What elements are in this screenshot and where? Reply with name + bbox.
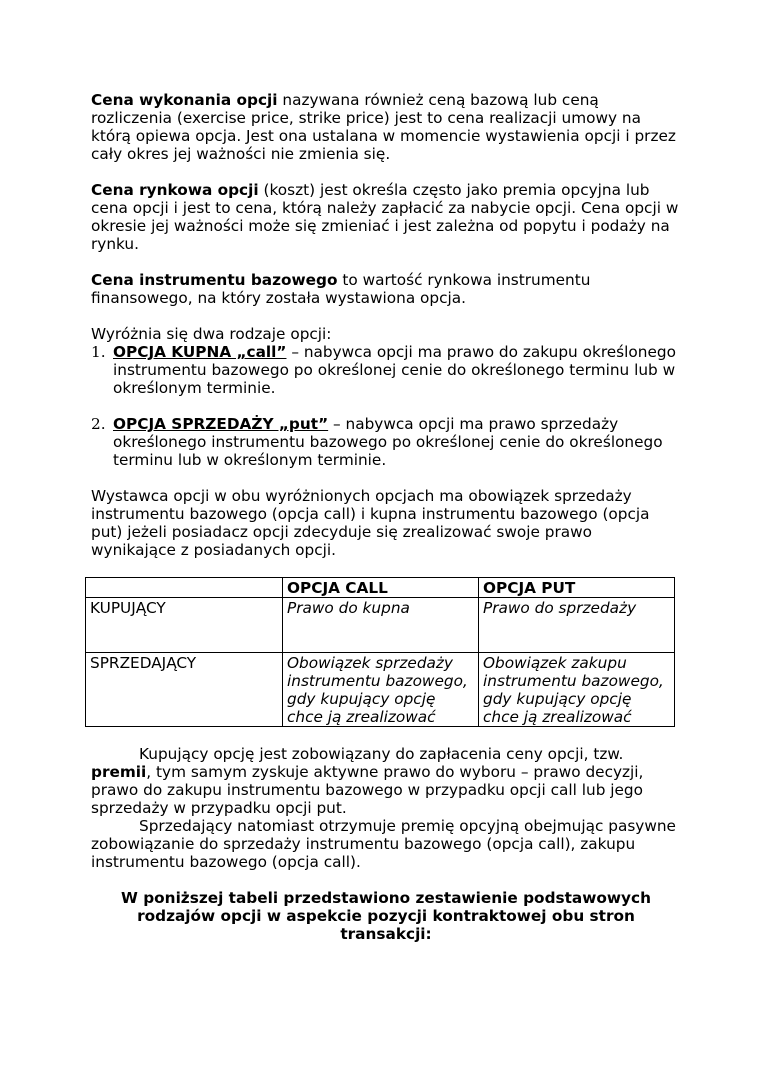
table-cell-seller-call: Obowiązek sprzedaży instrumentu bazowego, gdy kupujący opcję chce ją zrealizować [283,653,479,727]
list-item-put [91,415,681,469]
table-cell-seller-label: SPRZEDAJĄCY [86,653,283,727]
list-item-call [91,343,681,397]
definition-market-price: (koszt) jest określa często jako premia opcyjna lub cena opcji i jest to cena, którą należy zapłacić za nabycie opcji. Cena opcji w okresie jej ważności może się zmieniać i jest zależna od popytu i podaży na rynku. [91,181,679,253]
buyer-text-end: , tym samym zyskuje aktywne prawo do wyboru – prawo decyzji, prawo do zakupu instrumentu bazowego w przypadku opcji call lub jego sprzedaży w przypadku opcji put. [91,763,644,817]
document-body [91,91,681,943]
buyer-text-start: Kupujący opcję jest zobowiązany do zapłacenia ceny opcji, tzw. [139,745,624,763]
options-table [85,577,675,727]
option-types-list [91,343,681,469]
term-put-option: OPCJA SPRZEDAŻY „put” [113,415,329,433]
table-cell-seller-put: Obowiązek zakupu instrumentu bazowego, gdy kupujący opcję chce ją zrealizować [479,653,675,727]
list-intro: Wyróżnia się dwa rodzaje opcji: [91,325,332,343]
closing-heading: W poniższej tabeli przedstawiono zestawienie podstawowych rodzajów opcji w aspekcie pozycji kontraktowej obu stron transakcji: [121,889,651,943]
table-cell-buyer-label: KUPUJĄCY [86,598,283,653]
definition-put-option: – nabywca opcji ma prawo sprzedaży określonego instrumentu bazowego po określonej cenie do określonego terminu lub w określonym terminie. [113,415,663,469]
paragraph-market-price [91,181,681,253]
term-underlying-price: Cena instrumentu bazowego [91,271,338,289]
definition-underlying-price: to wartość rynkowa instrumentu finansowego, na który została wystawiona opcja. [91,271,591,307]
term-premium: premii [91,763,147,781]
table-header-put: OPCJA PUT [479,578,675,598]
term-market-price: Cena rynkowa opcji [91,181,259,199]
paragraph-buyer-premium [91,745,681,817]
list-number: 2. [91,415,106,433]
table-header-call: OPCJA CALL [283,578,479,598]
table-row-buyer [86,598,675,653]
paragraph-writer-obligation: Wystawca opcji w obu wyróżnionych opcjach ma obowiązek sprzedaży instrumentu bazowego (opcja call) i kupna instrumentu bazowego (opcja put) jeżeli posiadacz opcji zdecyduje się zrealizować swoje prawo wynikające z posiadanych opcji. [91,487,650,559]
table-cell-buyer-put: Prawo do sprzedaży [479,598,675,653]
table-row-seller [86,653,675,727]
table-header-cell [86,578,283,598]
paragraph-strike-price [91,91,681,163]
paragraph-seller-premium: Sprzedający natomiast otrzymuje premię opcyjną obejmując pasywne zobowiązanie do sprzedaży instrumentu bazowego (opcja call), zakupu instrumentu bazowego (opcja call). [91,817,676,871]
term-strike-price: Cena wykonania opcji [91,91,278,109]
table-cell-buyer-call: Prawo do kupna [283,598,479,653]
definition-strike-price: nazywana również ceną bazową lub ceną rozliczenia (exercise price, strike price) jest to cena realizacji umowy na którą opiewa opcja. Jest ona ustalana w momencie wystawienia opcji i przez cały okres jej ważności nie zmienia się. [91,91,676,163]
definition-call-option: – nabywca opcji ma prawo do zakupu określonego instrumentu bazowego po określonej cenie do określonego terminu lub w określonym terminie. [113,343,676,397]
table-header-row [86,578,675,598]
paragraph-underlying-price [91,271,681,307]
term-call-option: OPCJA KUPNA „call” [113,343,287,361]
list-number: 1. [91,343,106,361]
